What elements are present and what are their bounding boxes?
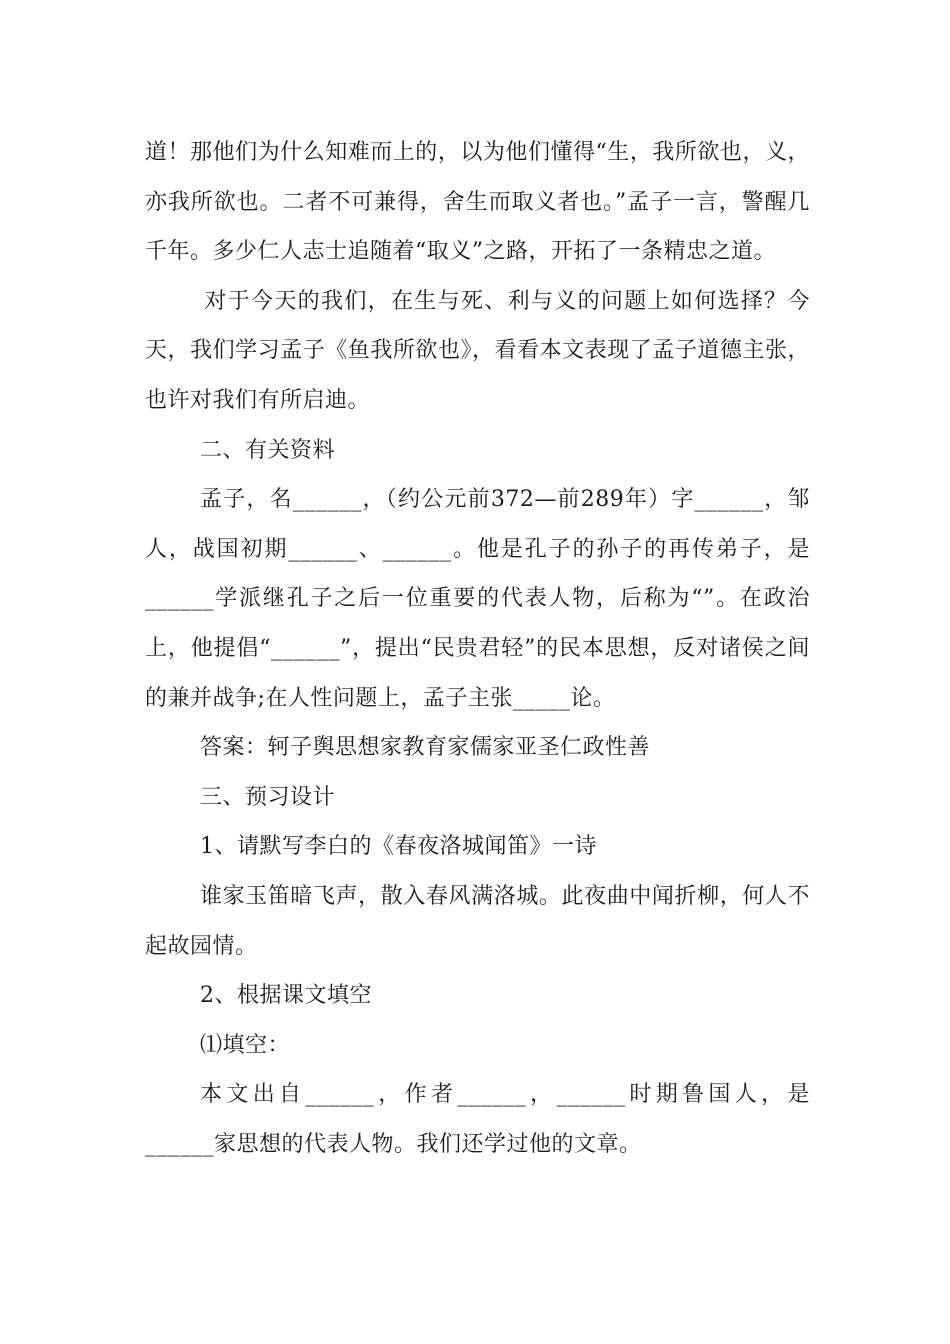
- document-body: [145, 128, 810, 1169]
- item-recite-poem: 1、请默写李白的《春夜洛城闻笛》一诗: [200, 834, 597, 860]
- paragraph-intro-continuation: 道！那他们为什么知难而上的，以为他们懂得“生，我所欲也，义，亦我所欲也。二者不可兼得，舍生而取义者也。”孟子一言，警醒几千年。多少仁人志士追随着“取义”之路，开拓了一条精忠之道。: [145, 140, 810, 265]
- paragraph-lesson-intro: 对于今天的我们，在生与死、利与义的问题上如何选择？今天，我们学习孟子《鱼我所欲也》，看看本文表现了孟子道德主张，也许对我们有所启迪。: [145, 288, 810, 413]
- paragraph-fill-source: 本文出自______，作者______，______时期鲁国人，是______家思想的代表人物。我们还学过他的文章。: [145, 1082, 810, 1157]
- paragraph-poem-text: 谁家玉笛暗飞声，散入春风满洛城。此夜曲中闻折柳，何人不起故园情。: [145, 883, 810, 959]
- subitem-fill-label: ⑴填空：: [200, 1032, 291, 1058]
- paragraph-mencius-bio: 孟子，名______，（约公元前372—前289年）字______，邹人，战国初期______、______。他是孔子的孙子的再传弟子，是______学派继孔子之后一位重要的代表人物，后称为“”。在政治上，他提倡“______”，提出“民贵君轻”的民本思想，反对诸侯之间的兼并战争;在人性问题上，孟子主张_____论。: [145, 487, 810, 711]
- section-heading-related-info: 二、有关资料: [200, 437, 336, 463]
- item-fill-blanks: 2、根据课文填空: [200, 983, 372, 1009]
- section-heading-preview-design: 三、预习设计: [200, 784, 336, 810]
- paragraph-answer: 答案：轲子舆思想家教育家儒家亚圣仁政性善: [200, 735, 651, 761]
